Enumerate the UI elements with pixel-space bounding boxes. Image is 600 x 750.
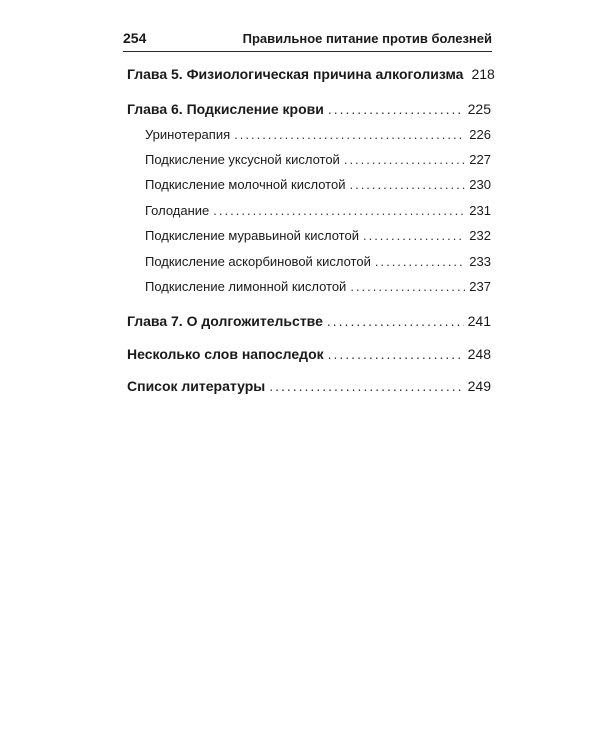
toc-entry-page: 226	[469, 127, 491, 142]
toc-leader-dots	[213, 203, 465, 218]
toc-entry-title: Голодание	[145, 203, 210, 218]
toc-leader-dots	[375, 254, 465, 269]
toc-entry-title: Список литературы	[127, 378, 266, 394]
toc-entry	[127, 177, 491, 192]
toc-entry-title: Подкисление аскорбиновой кислотой	[145, 254, 371, 269]
toc-leader-dots	[234, 127, 465, 142]
running-head	[123, 30, 492, 46]
toc-entry-title: Глава 6. Подкисление крови	[127, 101, 324, 117]
toc-entry	[127, 152, 491, 167]
toc-entry-title: Глава 5. Физиологическая причина алкоголизма	[127, 66, 464, 82]
toc-entry	[127, 346, 491, 362]
toc-leader-dots	[328, 346, 464, 362]
header-rule	[123, 51, 492, 52]
toc-entry	[127, 101, 491, 117]
toc-entry-page: 230	[469, 177, 491, 192]
toc-entry-page: 227	[469, 152, 491, 167]
toc-entry-title: Несколько слов напоследок	[127, 346, 324, 362]
running-title: Правильное питание против болезней	[242, 31, 492, 46]
toc-entry-page: 237	[469, 279, 491, 294]
toc-entry-page: 248	[467, 346, 491, 362]
toc-leader-dots	[328, 101, 464, 117]
toc-entry-title: Уринотерапия	[145, 127, 231, 142]
page-number: 254	[123, 30, 147, 46]
toc-entry-page: 249	[467, 378, 491, 394]
toc-entry	[127, 127, 491, 142]
toc-leader-dots	[344, 152, 465, 167]
toc-entry-page: 232	[469, 228, 491, 243]
toc-entry-title: Подкисление муравьиной кислотой	[145, 228, 359, 243]
toc-entry-page: 241	[467, 313, 491, 329]
toc-leader-dots	[350, 279, 465, 294]
toc-entry	[127, 66, 495, 82]
toc-leader-dots	[363, 228, 465, 243]
toc-leader-dots	[269, 378, 463, 394]
toc-entry-page: 233	[469, 254, 491, 269]
toc-entry-title: Глава 7. О долгожительстве	[127, 313, 323, 329]
toc-entry-page: 225	[467, 101, 491, 117]
toc-entry	[127, 313, 491, 329]
toc-entry	[127, 228, 491, 243]
toc-entry	[127, 203, 491, 218]
toc-entry	[127, 254, 491, 269]
toc-leader-dots	[349, 177, 465, 192]
toc-leader-dots	[327, 313, 464, 329]
toc-entry	[127, 378, 491, 394]
toc-entry-page: 218	[471, 66, 495, 82]
toc-entry-page: 231	[469, 203, 491, 218]
toc-entry-title: Подкисление уксусной кислотой	[145, 152, 340, 167]
toc-entry-title: Подкисление молочной кислотой	[145, 177, 346, 192]
toc-entry	[127, 279, 491, 294]
toc-entry-title: Подкисление лимонной кислотой	[145, 279, 347, 294]
